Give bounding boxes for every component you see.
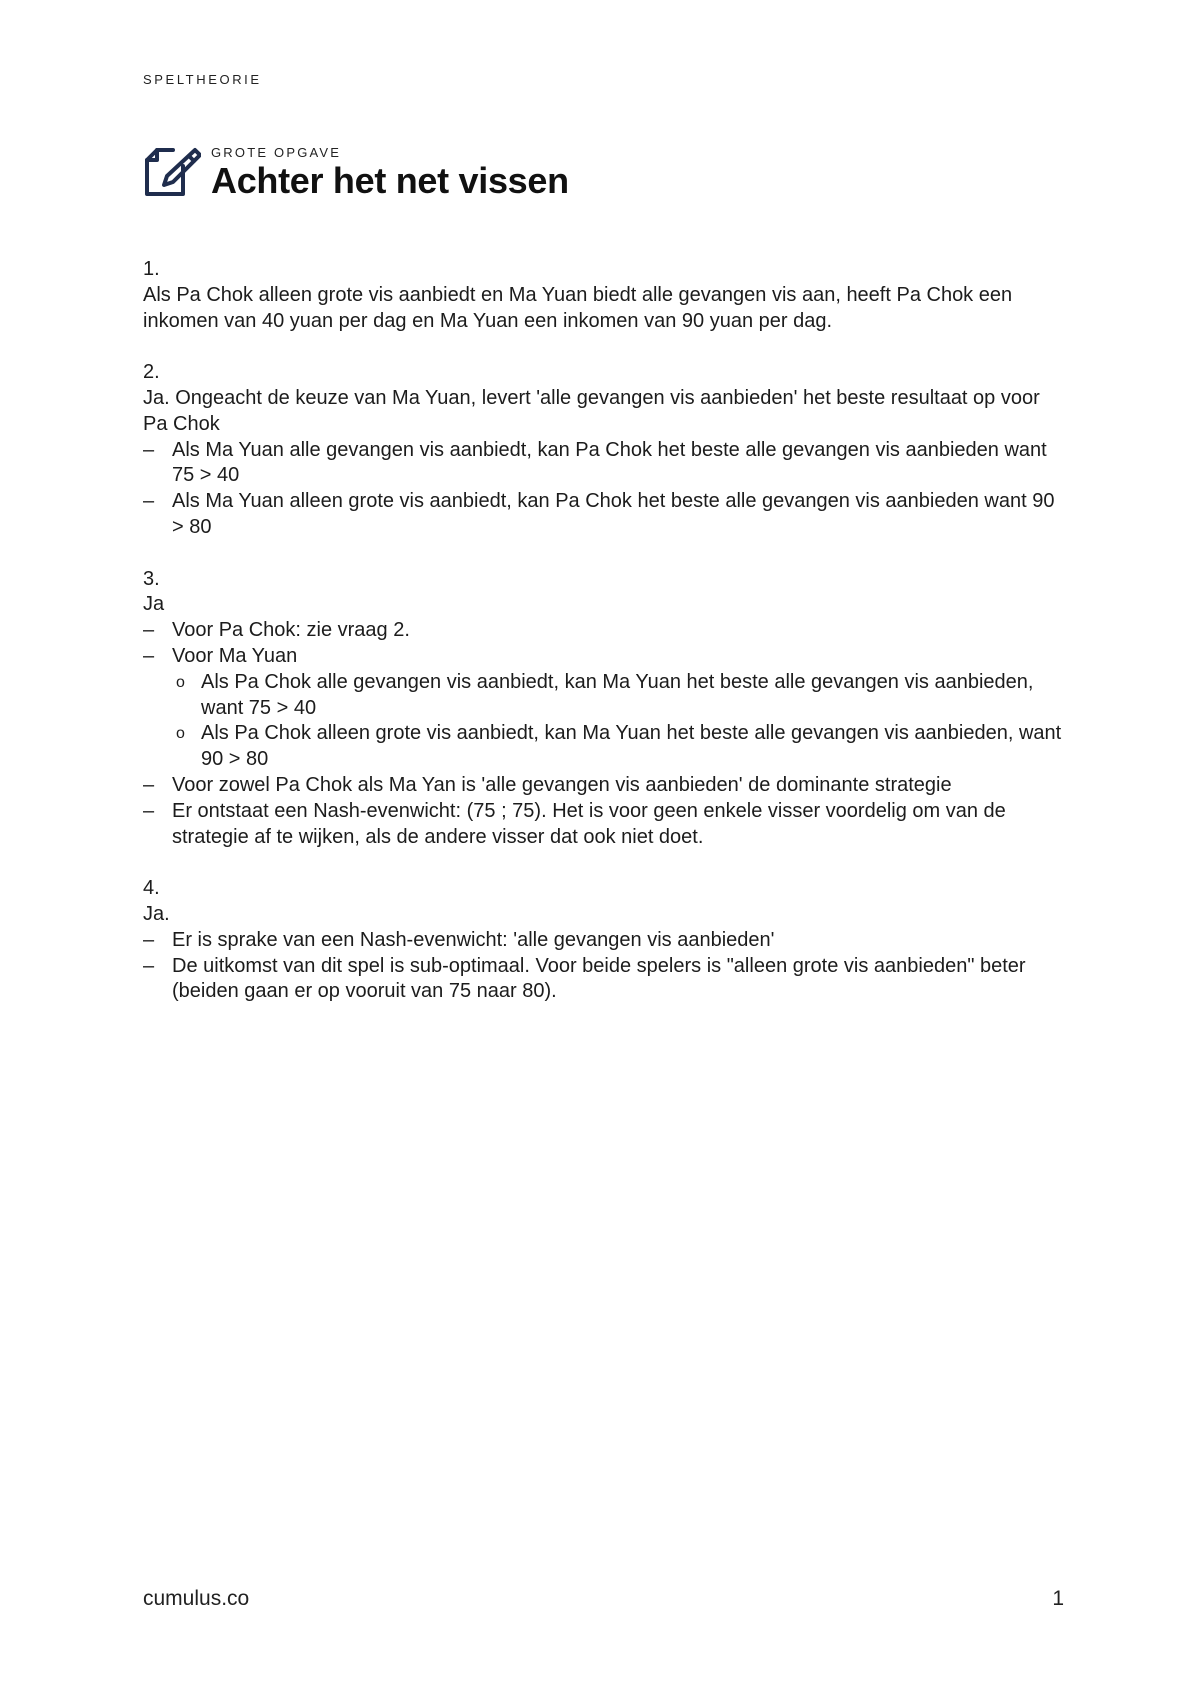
list-item (143, 928, 1063, 954)
list-item (143, 438, 1063, 490)
list-item-text: Er is sprake van een Nash-evenwicht: 'alle gevangen vis aanbieden' (172, 928, 775, 951)
answer-3 (143, 567, 1063, 851)
bullet-list (143, 618, 1063, 850)
list-item-text: Voor zowel Pa Chok als Ma Yan is 'alle gevangen vis aanbieden' de dominante strategie (172, 773, 952, 796)
dash-bullet-icon: – (143, 773, 155, 796)
list-item-text: Als Ma Yuan alleen grote vis aanbiedt, kan Pa Chok het beste alle gevangen vis aanbieden want 90 > 80 (172, 490, 1055, 538)
footer-brand: cumulus.co (143, 1587, 250, 1610)
answers-content (143, 257, 1063, 1031)
circle-bullet-icon: o (176, 725, 185, 743)
dash-bullet-icon: – (143, 954, 155, 977)
sub-list-item-text: Als Pa Chok alleen grote vis aanbiedt, kan Ma Yuan het beste alle gevangen vis aanbieden, want 90 > 80 (201, 722, 1062, 771)
list-item (143, 618, 1063, 644)
list-item (143, 489, 1063, 541)
dash-bullet-icon: – (143, 490, 155, 513)
answer-1 (143, 257, 1063, 334)
answer-4 (143, 876, 1063, 1005)
answer-number: 3. (143, 567, 160, 590)
dash-bullet-icon: – (143, 799, 155, 822)
list-item-text: Er ontstaat een Nash-evenwicht: (75 ; 75). Het is voor geen enkele visser voordelig om van de strategie af te wijken, als de andere visser dat ook niet doet. (172, 799, 1006, 848)
section-kicker: GROTE OPGAVE (211, 145, 342, 160)
answer-text: Ja. Ongeacht de keuze van Ma Yuan, levert 'alle gevangen vis aanbieden' het beste resultaat op voor Pa Chok (143, 386, 1040, 435)
list-item-text: De uitkomst van dit spel is sub-optimaal. Voor beide spelers is "alleen grote vis aanbieden" beter (beiden gaan er op vooruit van 75 naar 80). (172, 954, 1026, 1003)
dash-bullet-icon: – (143, 644, 155, 667)
list-item (143, 954, 1063, 1006)
dash-bullet-icon: – (143, 928, 155, 951)
edit-document-icon (143, 146, 201, 200)
list-item (143, 773, 1063, 799)
answer-text: Ja. (143, 902, 170, 925)
sub-list-item (172, 670, 1063, 722)
running-header: SPELTHEORIE (143, 72, 262, 87)
sub-list-item (172, 721, 1063, 773)
dash-bullet-icon: – (143, 438, 155, 461)
bullet-list (143, 928, 1063, 1005)
list-item-text: Als Ma Yuan alle gevangen vis aanbiedt, kan Pa Chok het beste alle gevangen vis aanbieden want 75 > 40 (172, 438, 1047, 487)
page-number: 1 (1052, 1587, 1064, 1610)
answer-text: Ja (143, 593, 165, 616)
answer-number: 2. (143, 361, 160, 384)
circle-bullet-icon: o (176, 673, 185, 691)
list-item-text: Voor Pa Chok: zie vraag 2. (172, 619, 410, 642)
answer-text: Als Pa Chok alleen grote vis aanbiedt en Ma Yuan biedt alle gevangen vis aan, heeft Pa Chok een inkomen van 40 yuan per dag en Ma Yuan een inkomen van 90 yuan per dag. (143, 283, 1013, 332)
answer-number: 4. (143, 877, 160, 900)
sub-list-item-text: Als Pa Chok alle gevangen vis aanbiedt, kan Ma Yuan het beste alle gevangen vis aanbieden, want 75 > 40 (201, 670, 1034, 719)
list-item (143, 799, 1063, 851)
dash-bullet-icon: – (143, 619, 155, 642)
page-title: Achter het net vissen (211, 160, 569, 201)
list-item (143, 644, 1063, 773)
answer-number: 1. (143, 258, 160, 280)
answer-2 (143, 360, 1063, 541)
list-item-text: Voor Ma Yuan (172, 644, 298, 667)
sub-bullet-list (172, 670, 1063, 773)
title-block (143, 146, 1063, 206)
bullet-list (143, 438, 1063, 541)
